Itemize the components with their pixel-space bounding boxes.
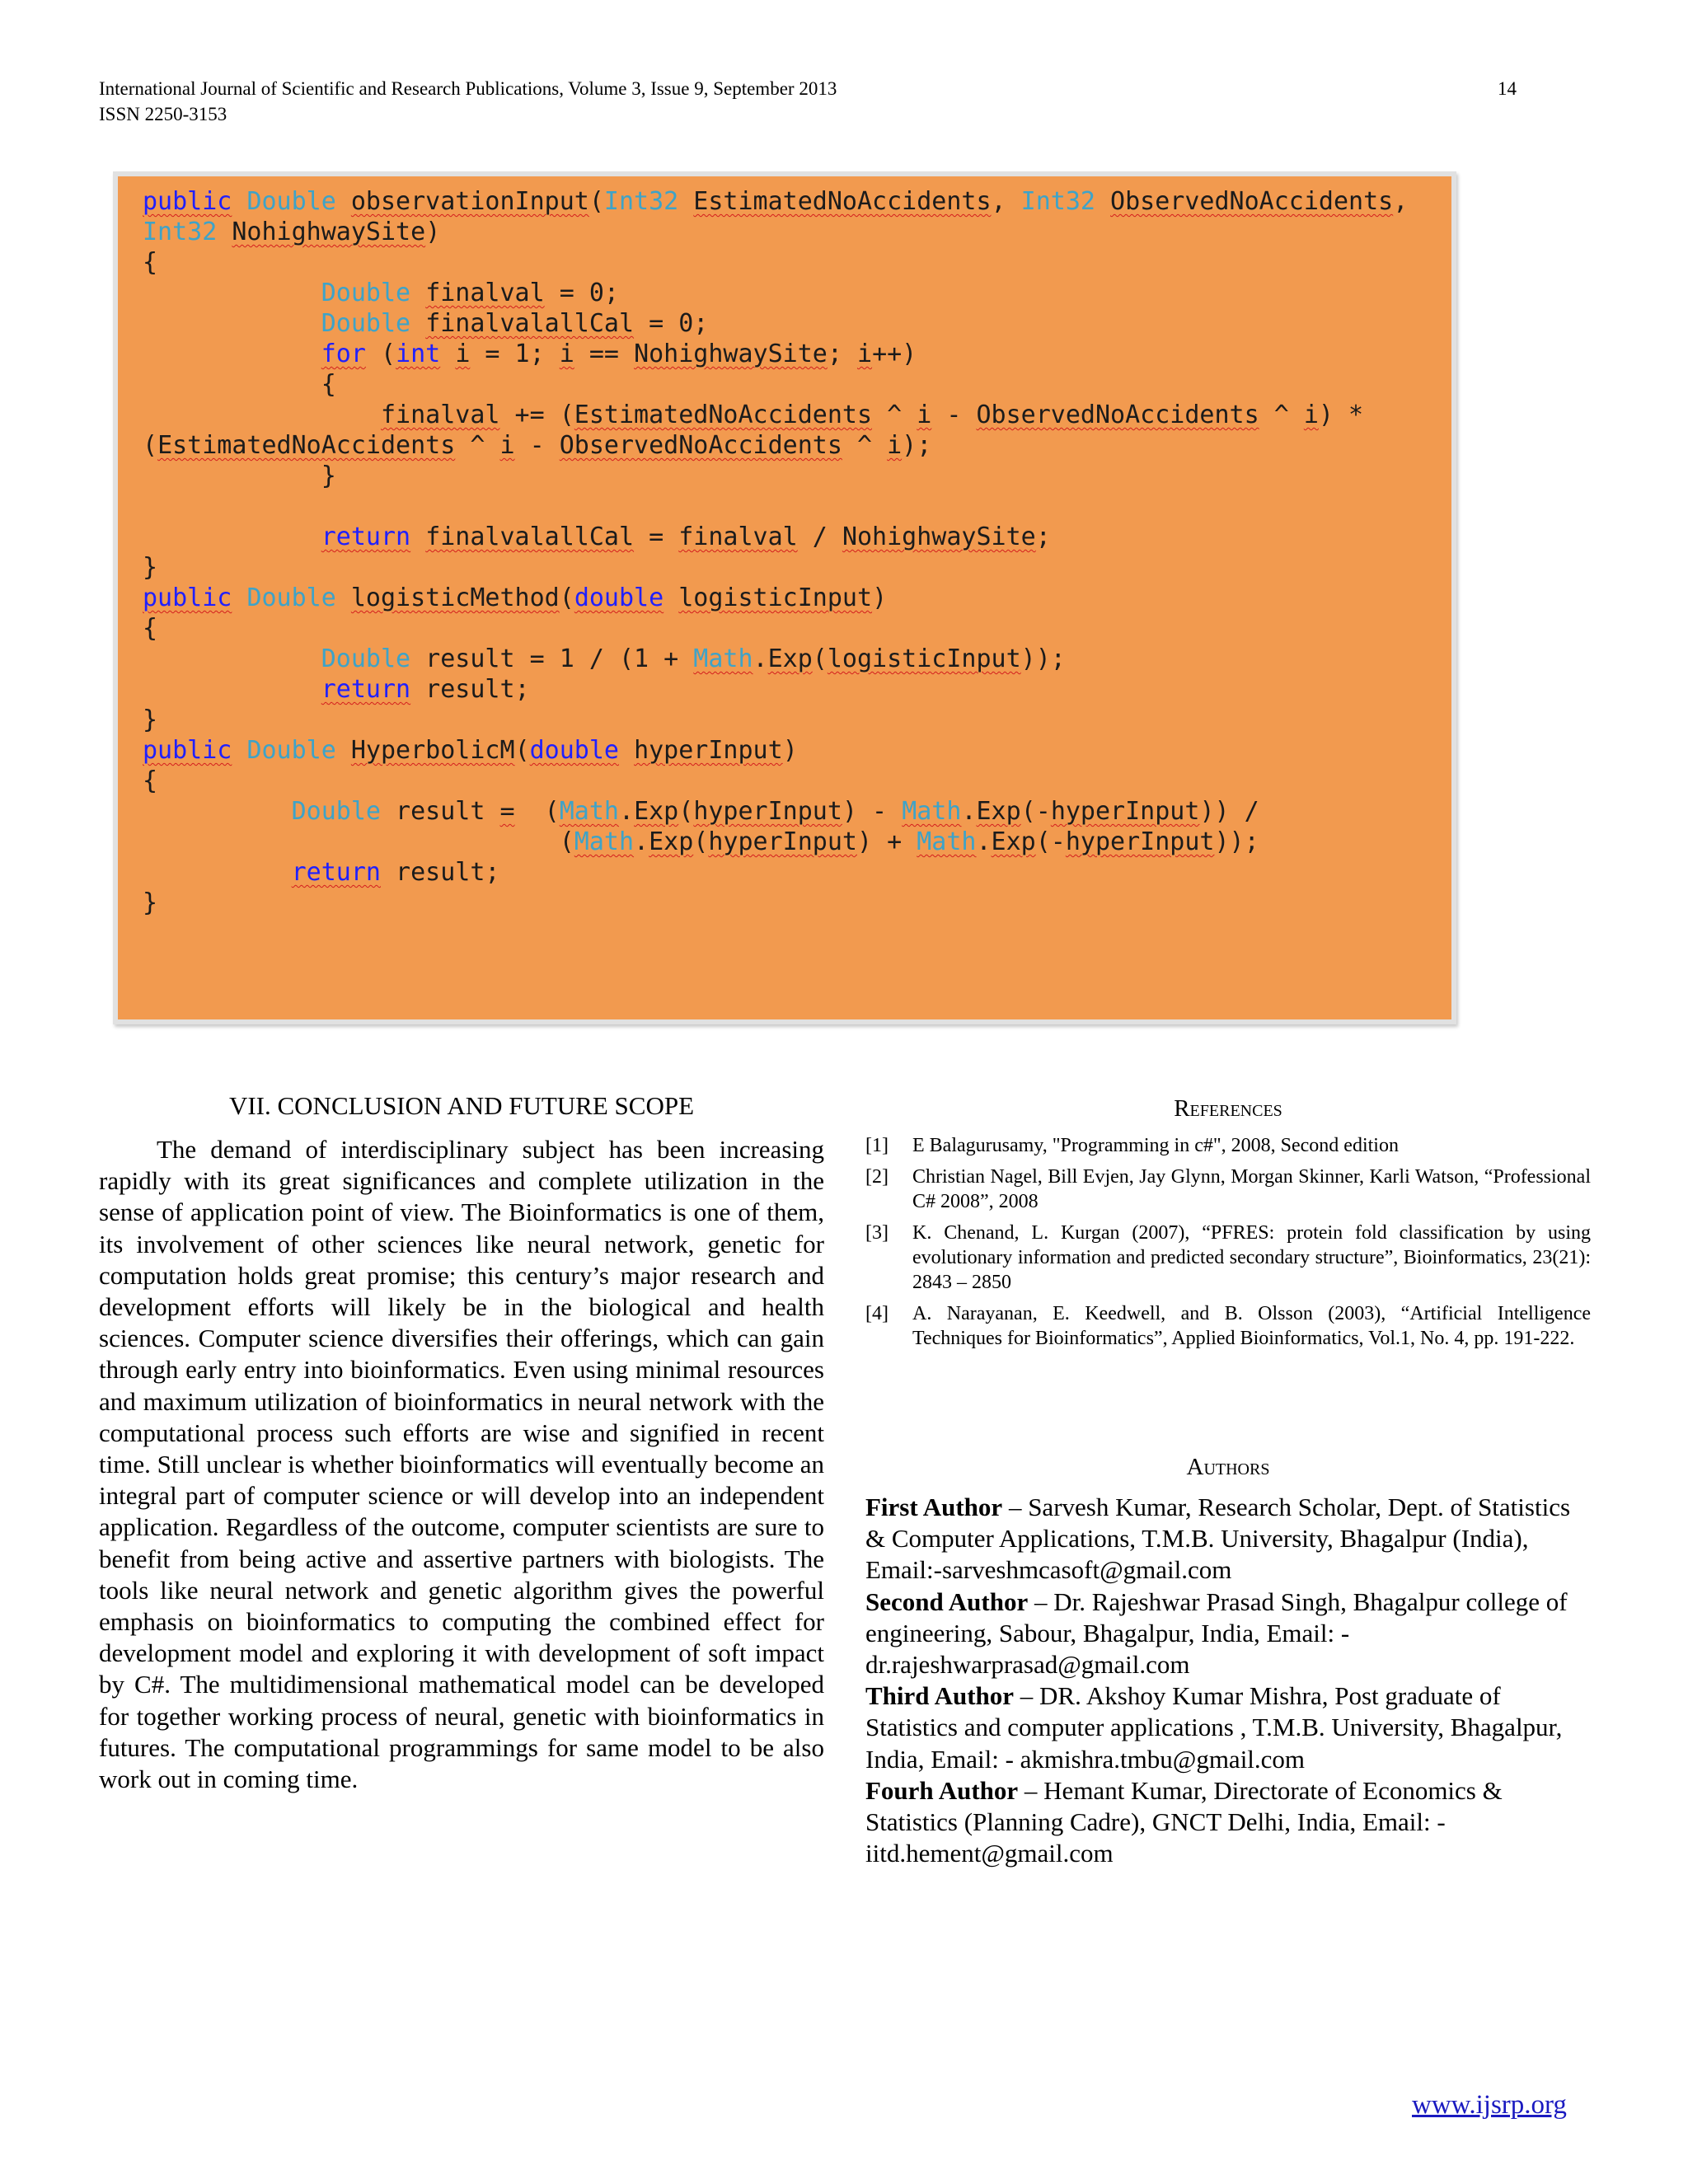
author-role: Third Author [865, 1681, 1015, 1711]
code-identifier: hyperInput [634, 736, 783, 765]
code-line [143, 675, 530, 704]
code-text: ( [559, 583, 574, 612]
code-text: ++) [872, 340, 917, 368]
code-identifier: EstimatedNoAccidents [693, 187, 992, 216]
code-line [143, 187, 1408, 216]
code-text: . [619, 797, 635, 826]
author-details: – Hemant Kumar, Directorate of Economics & Statistics (Planning Cadre), GNCT Delhi, India, Email: - iitd.hement@gmail.com [865, 1775, 1503, 1868]
code-type: Double [321, 644, 411, 673]
code-identifier: i [455, 340, 471, 368]
code-identifier: i [857, 340, 873, 368]
code-text: result [381, 797, 500, 826]
author-role: First Author [865, 1493, 1003, 1521]
author-entry [865, 1492, 1591, 1586]
reference-item [865, 1165, 1591, 1214]
code-line [143, 614, 157, 643]
code-identifier: NohighwaySite [842, 523, 1036, 551]
code-text: ) * [1318, 401, 1364, 429]
code-text: { [321, 370, 336, 399]
code-text: ( [693, 827, 709, 856]
code-listing [143, 186, 1408, 918]
code-text [143, 644, 321, 673]
code-line [143, 523, 1051, 551]
code-line [143, 462, 336, 490]
code-identifier: logisticInput [827, 644, 1021, 673]
code-keyword: double [529, 736, 619, 765]
code-line [143, 583, 887, 612]
code-line [143, 827, 1259, 856]
code-keyword: public [143, 187, 232, 216]
code-line [143, 279, 619, 307]
code-text [143, 827, 560, 856]
code-text [663, 583, 678, 612]
code-identifier: Exp [634, 797, 679, 826]
code-text [143, 401, 381, 429]
reference-text: K. Chenand, L. Kurgan (2007), “PFRES: protein fold classification by using evolutionary information and predicted secondary structure”, Bioinformatics, 23(21): 2843 – 2850 [912, 1222, 1591, 1293]
code-text [440, 340, 455, 368]
issn: ISSN 2250-3153 [99, 104, 227, 124]
reference-item [865, 1301, 1591, 1351]
code-type: Double [321, 279, 411, 307]
code-identifier: EstimatedNoAccidents [157, 431, 456, 460]
code-text [232, 187, 246, 216]
code-text: . [961, 797, 977, 826]
code-line [143, 401, 1363, 429]
reference-number: [4] [865, 1303, 889, 1324]
code-identifier: observationInput [350, 187, 589, 216]
code-text [143, 523, 321, 551]
code-text: . [976, 827, 992, 856]
references-heading: References [1174, 1095, 1282, 1122]
code-type: Double [246, 736, 336, 765]
code-text: / [797, 523, 842, 551]
code-text [143, 797, 292, 826]
code-text [410, 309, 425, 338]
authors-heading: Authors [1186, 1454, 1270, 1480]
code-type: Double [291, 797, 381, 826]
code-text: , [1393, 187, 1409, 216]
code-type: Int32 [603, 187, 679, 216]
code-keyword: double [574, 583, 664, 612]
code-identifier: Exp [767, 644, 813, 673]
code-text: ) + [856, 827, 917, 856]
code-identifier: ObservedNoAccidents [559, 431, 842, 460]
code-text: result; [410, 675, 530, 704]
code-keyword: for [321, 340, 366, 368]
code-identifier: = [499, 797, 515, 826]
code-identifier: ObservedNoAccidents [976, 401, 1259, 429]
reference-text: Christian Nagel, Bill Evjen, Jay Glynn, Morgan Skinner, Karli Watson, “Professional C# 2008”, 2008 [912, 1166, 1591, 1212]
code-identifier: Exp [976, 797, 1021, 826]
author-role: Second Author [865, 1586, 1029, 1616]
code-text: += ( [499, 401, 574, 429]
code-text: ; [827, 340, 857, 368]
code-text [336, 736, 351, 765]
code-type: Math [902, 797, 962, 826]
code-keyword: public [143, 736, 232, 765]
code-identifier: finalval [425, 279, 545, 307]
reference-number: [2] [865, 1166, 889, 1188]
code-text: ^ [842, 431, 888, 460]
reference-number: [1] [865, 1135, 889, 1156]
code-identifier: NohighwaySite [232, 218, 426, 246]
conclusion-body [99, 1134, 824, 1795]
code-text: ( [588, 187, 604, 216]
code-text [217, 218, 232, 246]
code-text: ( [678, 797, 694, 826]
code-text: (- [1035, 827, 1066, 856]
code-type: Math [574, 827, 635, 856]
code-line [143, 858, 500, 887]
code-text [336, 187, 351, 216]
author-entry [865, 1680, 1591, 1775]
code-line [143, 888, 157, 917]
code-type: Math [917, 827, 977, 856]
code-type: Math [559, 797, 619, 826]
code-identifier: hyperInput [708, 827, 857, 856]
code-identifier: finalvalallCal [425, 523, 635, 551]
code-identifier: hyperInput [1065, 827, 1215, 856]
reference-item [865, 1133, 1591, 1158]
code-text: { [143, 766, 158, 795]
conclusion-heading: VII. CONCLUSION AND FUTURE SCOPE [228, 1091, 695, 1120]
author-entry [865, 1775, 1591, 1870]
code-text: } [143, 705, 158, 734]
code-text: result = 1 / (1 + [410, 644, 694, 673]
conclusion-paragraph: The demand of interdisciplinary subject has been increasing rapidly with its great significances and complete utilization in the sense of application point of view. The Bioinformatics is one of them, its involvement of other sciences like neural network, genetic for computation holds great promise; this century’s major research and development efforts will likely be in the biological and health sciences. Computer science diversifies their offerings, which can gain through early entry into bioinformatics. Even using minimal resources and maximum utilization of bioinformatics in neural network with the computational process such efforts are wise and signified in recent time. Still unclear is whether bioinformatics will eventually become an integral part of computer science or will develop into an independent application. Regardless of the outcome, computer scientists are sure to benefit from being active and assertive partners with biologists. The tools like neural network and genetic algorithm gives the powerful emphasis on bioinformatics to computing the combined effect for development model and exploring it with development of soft impact by C#. The multidimensional mathematical model can be developed for together working process of neural, genetic with bioinformatics in futures. The computational programmings for same model to be also work out in coming time. [99, 1135, 824, 1794]
code-text: result; [381, 858, 500, 887]
code-text: ^ [455, 431, 500, 460]
code-line [143, 553, 157, 582]
code-text [232, 583, 246, 612]
code-type: Double [246, 187, 336, 216]
code-text [336, 583, 351, 612]
author-details: – Sarvesh Kumar, Research Scholar, Dept. of Statistics & Computer Applications, T.M.B. University, Bhagalpur (India), Email:-sarveshmcasoft@gmail.com [865, 1493, 1571, 1585]
code-text: ^ [872, 401, 917, 429]
page-header [99, 76, 1517, 127]
code-text [143, 858, 292, 887]
code-identifier: i [559, 340, 574, 368]
code-text: ; [1035, 523, 1051, 551]
code-keyword: int [396, 340, 441, 368]
code-identifier: i [499, 431, 515, 460]
code-line [143, 705, 157, 734]
code-text: { [143, 614, 158, 643]
code-identifier: Exp [649, 827, 694, 856]
code-type: Int32 [1020, 187, 1095, 216]
code-identifier: NohighwaySite [634, 340, 828, 368]
author-details: – DR. Akshoy Kumar Mishra, Post graduate of Statistics and computer applications , T.M.B. University, Bhagalpur, India, Email: - akmishra.tmbu@gmail.com [865, 1681, 1563, 1774]
code-text [410, 279, 425, 307]
code-type: Double [321, 309, 411, 338]
journal-title: International Journal of Scientific and Research Publications, Volume 3, Issue 9, September 2013 [99, 78, 837, 99]
code-text: } [143, 888, 158, 917]
code-identifier: i [917, 401, 932, 429]
code-line [143, 370, 336, 399]
code-text [143, 370, 321, 399]
code-keyword: return [321, 675, 411, 704]
code-text [143, 462, 321, 490]
code-text: ( [559, 827, 574, 856]
code-line [143, 340, 917, 368]
code-line [143, 797, 1259, 826]
code-text: == [574, 340, 635, 368]
code-text [232, 736, 246, 765]
code-line [143, 736, 798, 765]
code-text: = 0; [634, 309, 709, 338]
journal-website-link[interactable]: www.ijsrp.org [1412, 2090, 1567, 2120]
code-text: ( [514, 736, 530, 765]
code-text: ( [812, 644, 828, 673]
code-line [143, 309, 708, 338]
code-text: = [634, 523, 679, 551]
code-text: ^ [1259, 401, 1304, 429]
code-type: Math [693, 644, 753, 673]
code-text: (- [1020, 797, 1051, 826]
code-identifier: EstimatedNoAccidents [574, 401, 873, 429]
author-role: Fourh Author [865, 1775, 1019, 1805]
author-entry [865, 1586, 1591, 1681]
code-identifier: finalval [678, 523, 798, 551]
code-text: ) [872, 583, 888, 612]
code-text: . [634, 827, 649, 856]
code-text: )); [1020, 644, 1066, 673]
code-text: , [991, 187, 1021, 216]
code-identifier: Exp [991, 827, 1036, 856]
code-text: . [753, 644, 768, 673]
author-details: – Dr. Rajeshwar Prasad Singh, Bhagalpur college of engineering, Sabour, Bhagalpur, India, Email: - dr.rajeshwarprasad@gmail.com [865, 1586, 1568, 1680]
code-keyword: return [321, 523, 411, 551]
code-text: - [931, 401, 977, 429]
code-keyword: public [143, 583, 232, 612]
code-text: { [143, 248, 158, 277]
code-text [1095, 187, 1110, 216]
code-text [619, 736, 634, 765]
code-text [410, 523, 425, 551]
code-line [143, 431, 931, 460]
code-keyword: return [291, 858, 381, 887]
code-line [143, 248, 157, 277]
code-text: ( [143, 431, 158, 460]
code-text: ( [365, 340, 396, 368]
code-text: ( [514, 797, 560, 826]
reference-text: E Balagurusamy, "Programming in c#", 2008, Second edition [912, 1135, 1399, 1156]
code-text: = 1; [470, 340, 560, 368]
code-identifier: finalval [380, 401, 500, 429]
code-identifier: logisticInput [678, 583, 873, 612]
code-identifier: ObservedNoAccidents [1110, 187, 1394, 216]
code-identifier: i [887, 431, 903, 460]
code-text: - [514, 431, 560, 460]
references-list [865, 1133, 1591, 1357]
code-identifier: i [1303, 401, 1319, 429]
code-text [143, 279, 321, 307]
code-identifier: finalvalallCal [425, 309, 635, 338]
code-text: )) / [1199, 797, 1259, 826]
reference-text: A. Narayanan, E. Keedwell, and B. Olsson (2003), “Artificial Intelligence Techniques for Bioinformatics”, Applied Bioinformatics, Vol.1, No. 4, pp. 191-222. [912, 1303, 1591, 1349]
code-text: ) - [842, 797, 903, 826]
code-text: ) [425, 218, 441, 246]
code-text: } [143, 553, 158, 582]
page-number: 14 [1498, 78, 1517, 99]
code-text [143, 340, 321, 368]
code-identifier: hyperInput [1050, 797, 1200, 826]
code-text: )); [1214, 827, 1259, 856]
code-type: Double [246, 583, 336, 612]
code-identifier: logisticMethod [350, 583, 560, 612]
code-identifier: hyperInput [693, 797, 842, 826]
code-text [678, 187, 693, 216]
authors-list [865, 1492, 1591, 1869]
code-line [143, 766, 157, 795]
code-text [143, 675, 321, 704]
code-text: = 0; [544, 279, 619, 307]
code-text [143, 309, 321, 338]
reference-item [865, 1221, 1591, 1295]
code-text: ); [902, 431, 932, 460]
code-identifier: HyperbolicM [350, 736, 515, 765]
reference-number: [3] [865, 1222, 889, 1244]
code-text: } [321, 462, 336, 490]
code-line [143, 644, 1066, 673]
code-type: Int32 [143, 218, 218, 246]
code-text: ) [782, 736, 798, 765]
code-figure [113, 171, 1456, 1024]
code-line [143, 218, 440, 246]
